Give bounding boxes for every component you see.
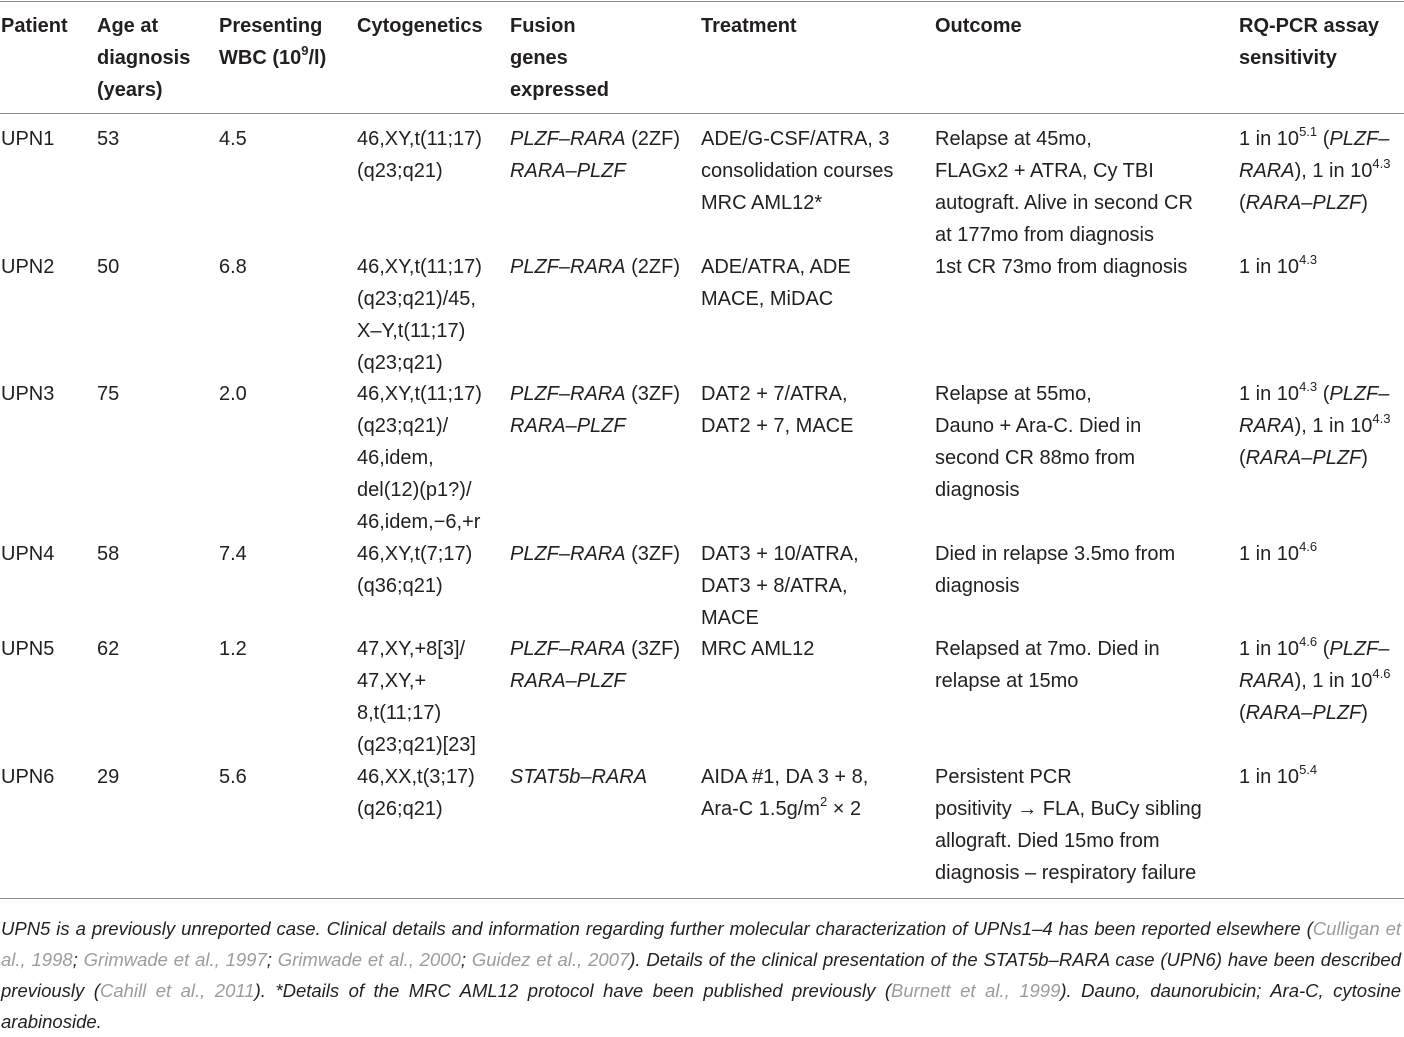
cell-fusion: PLZF–RARA (2ZF) RARA–PLZF [510,128,681,182]
cell-outcome: Relapse at 45mo, FLAGx2 + ATRA, Cy TBI autograft. Alive in second CR at 177mo from diagnosis [935,128,1193,246]
cell-treatment: MRC AML12 [701,638,815,660]
cell-cytogenetics: 46,XX,t(3;17) (q26;q21) [357,766,475,820]
cell-patient: UPN4 [1,543,55,565]
citation-link[interactable]: Grimwade et al., 1997 [83,949,267,970]
citation-link[interactable]: Cahill et al., 2011 [99,980,255,1001]
cell-sensitivity: 1 in $10^{4.3}$ [1239,252,1318,278]
cell-cytogenetics: 46,XY,t(11;17) (q23;q21)/45, X–Y,t(11;17) (q23;q21) [357,256,482,374]
cell-fusion: PLZF–RARA (3ZF) RARA–PLZF [510,383,681,437]
cell-fusion: PLZF–RARA (3ZF) [510,543,681,565]
cell-wbc: 7.4 [219,543,247,565]
citation-link[interactable]: Grimwade et al., 2000 [277,949,461,970]
cell-wbc: 5.6 [219,766,247,788]
cell-age: 29 [97,766,120,788]
cell-fusion: STAT5b–RARA [510,766,648,788]
table-footnote: UPN5 is a previously unreported case. Clinical details and information regarding further molecular characterization of UPNs1–4 has been reported elsewhere (Culligan et al., 1998; Grimwade et al., 1997; Grimwade et al., 2000; Guidez et al., 2007). Details of the clinical presentation of the STAT5b–RARA case (UPN6) have been described previously (Cahill et al., 2011). *Details of the MRC AML12 protocol have been published previously (Burnett et al., 1999). Dauno, daunorubicin; Ara-C, cytosine arabinoside. [1,918,1402,1032]
cell-cytogenetics: 47,XY,+8[3]/ 47,XY,+ 8,t(11;17) (q23;q21)[23] [357,638,476,756]
header-cytogenetics: Cytogenetics [357,15,483,37]
cell-patient: UPN5 [1,638,55,660]
cell-fusion: PLZF–RARA (3ZF) RARA–PLZF [510,638,681,692]
citation-link[interactable]: Guidez et al., 2007 [471,949,630,970]
header-sensitivity: RQ-PCR assay sensitivity [1239,15,1380,69]
header-patient: Patient [1,15,68,37]
cell-sensitivity: 1 in $10^{5.4}$ [1239,762,1318,788]
cell-cytogenetics: 46,XY,t(11;17) (q23;q21)/ 46,idem, del(12)(p1?)/ 46,idem,−6,+r [357,383,482,533]
cell-sensitivity: 1 in $10^{4.6}$ [1239,539,1318,565]
cell-wbc: 6.8 [219,256,247,278]
citation-link[interactable]: Burnett et al., 1999 [890,980,1061,1001]
cell-age: 58 [97,543,120,565]
header-wbc: Presenting WBC $(10^9/l)$ [219,15,327,69]
header-age: Age at diagnosis (years) [97,15,191,101]
cell-wbc: 1.2 [219,638,247,660]
cell-age: 50 [97,256,120,278]
cell-sensitivity: 1 in $10^{5.1}$ (PLZF– RARA), 1 in $10^{4.3}$ (RARA–PLZF) [1239,124,1391,214]
cell-patient: UPN6 [1,766,55,788]
cell-wbc: 4.5 [219,128,247,150]
cell-wbc: 2.0 [219,383,247,405]
cell-fusion: PLZF–RARA (2ZF) [510,256,681,278]
cell-age: 62 [97,638,120,660]
table-bottom-rule [0,898,1404,899]
cell-outcome: 1st CR 73mo from diagnosis [935,256,1188,278]
cell-outcome: Relapse at 55mo, Dauno + Ara-C. Died in second CR 88mo from diagnosis [935,383,1142,501]
cell-cytogenetics: 46,XY,t(7;17) (q36;q21) [357,543,473,597]
cell-age: 53 [97,128,120,150]
table-top-rule [0,1,1404,2]
header-treatment: Treatment [701,15,797,37]
cell-patient: UPN1 [1,128,55,150]
cell-sensitivity: 1 in $10^{4.6}$ (PLZF– RARA), 1 in $10^{4.6}$ (RARA–PLZF) [1239,634,1391,724]
cell-sensitivity: 1 in $10^{4.3}$ (PLZF– RARA), 1 in $10^{4.3}$ (RARA–PLZF) [1239,379,1391,469]
citation-link[interactable]: Culligan et al., 1998 [1,918,1402,970]
cell-treatment: AIDA #1, DA 3 + 8, Ara-C $1.5g/m^2 \times 2$ [701,766,869,820]
table-header-rule [0,113,1404,114]
header-fusion: Fusion genes expressed [510,15,609,101]
cell-outcome: Persistent PCR positivity → FLA, BuCy sibling allograft. Died 15mo from diagnosis – respiratory failure [935,766,1202,884]
cell-cytogenetics: 46,XY,t(11;17) (q23;q21) [357,128,482,182]
cell-patient: UPN2 [1,256,55,278]
cell-treatment: ADE/ATRA, ADE MACE, MiDAC [701,256,851,310]
cell-treatment: ADE/G-CSF/ATRA, 3 consolidation courses MRC AML12* [701,128,894,214]
cell-outcome: Died in relapse 3.5mo from diagnosis [935,543,1176,597]
cell-treatment: DAT2 + 7/ATRA, DAT2 + 7, MACE [701,383,854,437]
cell-patient: UPN3 [1,383,55,405]
cell-age: 75 [97,383,120,405]
cell-outcome: Relapsed at 7mo. Died in relapse at 15mo [935,638,1160,692]
cell-treatment: DAT3 + 10/ATRA, DAT3 + 8/ATRA, MACE [701,543,859,629]
header-outcome: Outcome [935,15,1022,37]
